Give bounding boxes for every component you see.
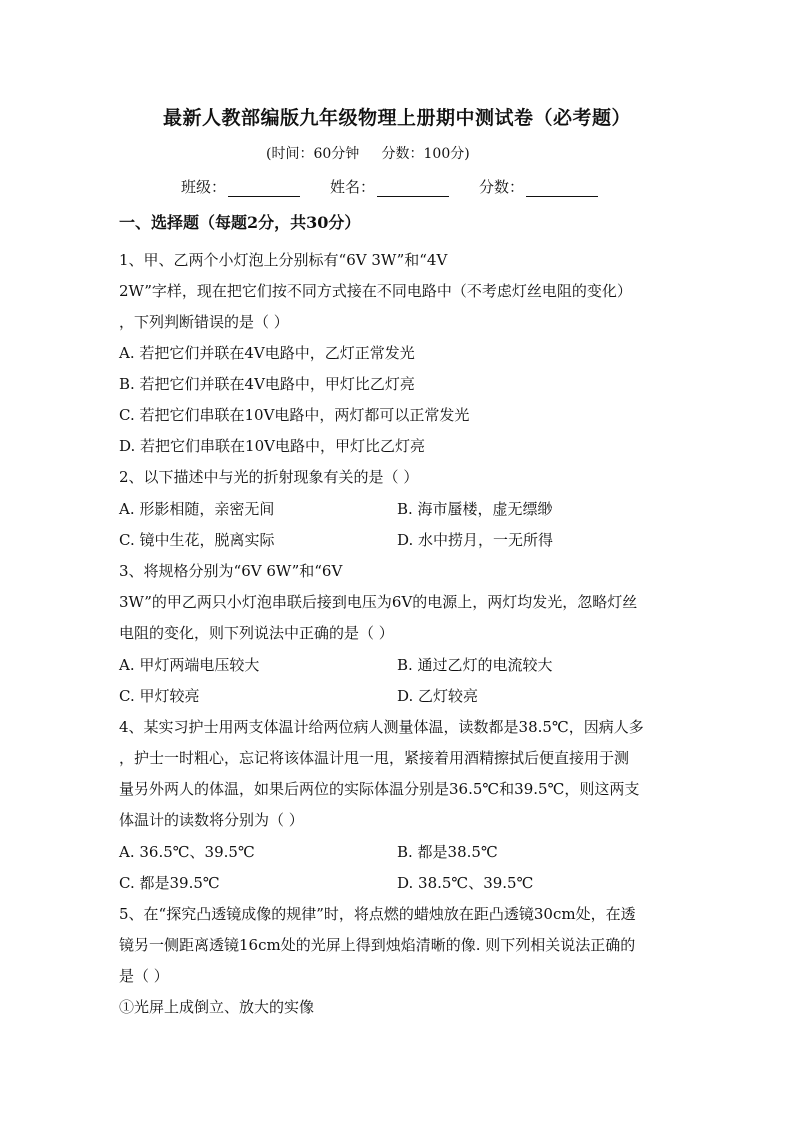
q4-option-d: D. 38.5℃、39.5℃	[397, 874, 534, 892]
score-field	[479, 176, 598, 197]
q1-stem-line3: ，下列判断错误的是（ ）	[119, 313, 289, 331]
q5-stem-line2: 镜另一侧距离透镜16cm处的光屏上得到烛焰清晰的像. 则下列相关说法正确的	[119, 936, 636, 954]
exam-meta: (时间：60分钟 分数：100分)	[266, 146, 470, 162]
name-field	[330, 176, 449, 197]
score-blank	[526, 182, 598, 197]
q4-option-c: C. 都是39.5℃	[119, 874, 220, 892]
q3-option-c: C. 甲灯较亮	[119, 687, 200, 705]
q4-option-a: A. 36.5℃、39.5℃	[119, 843, 255, 861]
q3-stem-line2: 3W”的甲乙两只小灯泡串联后接到电压为6V的电源上，两灯均发光，忽略灯丝	[119, 593, 638, 611]
q2-stem: 2、以下描述中与光的折射现象有关的是（ ）	[119, 468, 419, 486]
q1-stem-line2: 2W”字样，现在把它们按不同方式接在不同电路中（不考虑灯丝电阻的变化）	[119, 282, 632, 300]
q3-option-a: A. 甲灯两端电压较大	[119, 656, 260, 674]
score-label: 分数：	[479, 178, 525, 196]
q2-option-d: D. 水中捞月，一无所得	[397, 531, 554, 549]
q4-stem-line4: 体温计的读数将分别为（ ）	[119, 811, 304, 829]
class-field	[181, 176, 300, 197]
q3-option-d: D. 乙灯较亮	[397, 687, 479, 705]
q3-stem-line1: 3、将规格分别为“6V 6W”和“6V	[119, 562, 343, 580]
q1-option-d: D. 若把它们串联在10V电路中，甲灯比乙灯亮	[119, 437, 425, 455]
q5-stem-line3: 是（ ）	[119, 967, 169, 985]
q1-option-a: A. 若把它们并联在4V电路中，乙灯正常发光	[119, 344, 415, 362]
q4-stem-line1: 4、某实习护士用两支体温计给两位病人测量体温，读数都是38.5℃，因病人多	[119, 718, 644, 736]
q2-option-b: B. 海市蜃楼，虚无缥缈	[397, 500, 553, 518]
q2-option-c: C. 镜中生花，脱离实际	[119, 531, 275, 549]
q5-stem-line1: 5、在“探究凸透镜成像的规律”时，将点燃的蜡烛放在距凸透镜30cm处，在透	[119, 905, 636, 923]
q5-statement-1: ①光屏上成倒立、放大的实像	[119, 998, 315, 1016]
q1-option-b: B. 若把它们并联在4V电路中，甲灯比乙灯亮	[119, 375, 415, 393]
class-blank	[228, 182, 300, 197]
q4-option-b: B. 都是38.5℃	[397, 843, 498, 861]
name-blank	[377, 182, 449, 197]
q3-option-b: B. 通过乙灯的电流较大	[397, 656, 553, 674]
class-label: 班级：	[181, 178, 227, 196]
name-label: 姓名：	[330, 178, 376, 196]
q3-stem-line3: 电阻的变化，则下列说法中正确的是（ ）	[119, 624, 394, 642]
section-heading: 一、选择题（每题2分，共30分）	[119, 213, 361, 232]
q1-option-c: C. 若把它们串联在10V电路中，两灯都可以正常发光	[119, 406, 470, 424]
q2-option-a: A. 形影相随，亲密无间	[119, 500, 275, 518]
q4-stem-line3: 量另外两人的体温，如果后两位的实际体温分别是36.5℃和39.5℃，则这两支	[119, 780, 640, 798]
exam-title: 最新人教部编版九年级物理上册期中测试卷（必考题）	[162, 107, 631, 129]
q4-stem-line2: ，护士一时粗心，忘记将该体温计甩一甩，紧接着用酒精擦拭后便直接用于测	[119, 749, 630, 767]
student-info-row	[181, 176, 598, 197]
q1-stem-line1: 1、甲、乙两个小灯泡上分别标有“6V 3W”和“4V	[119, 251, 448, 269]
